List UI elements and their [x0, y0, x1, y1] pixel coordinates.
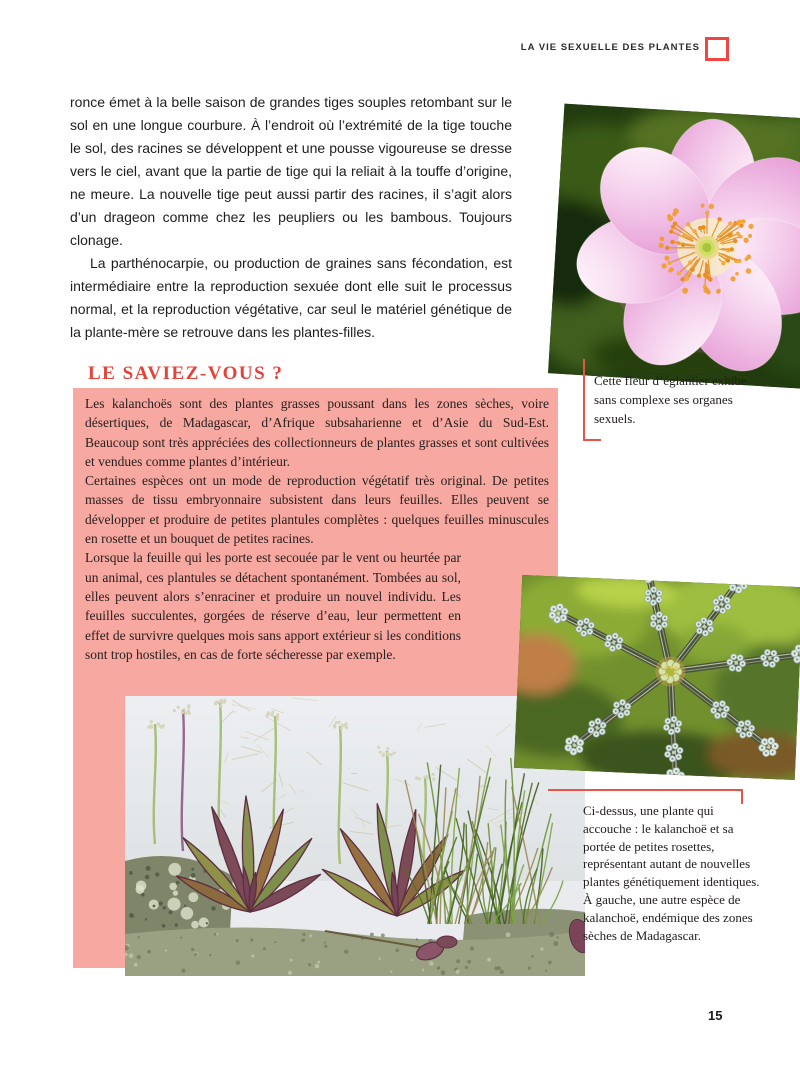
- kalanchoe-plantlets-photo: [514, 575, 800, 780]
- wild-rose-photo: [548, 104, 800, 391]
- did-you-know-paragraph-1: Les kalanchoës sont des plantes grasses poussant dans les zones sèches, voire désertiques, de Madagascar, d’Afrique subsaharienne et d’Asie du Sud-Est. Beaucoup sont très appréciées des collectionneurs de plantes grasses et sont cultivées et vendues comme plantes d’intérieur.: [85, 396, 549, 469]
- red-square-marker-icon: [705, 37, 729, 61]
- running-header: LA VIE SEXUELLE DES PLANTES: [520, 42, 700, 53]
- did-you-know-heading: LE SAVIEZ-VOUS ?: [88, 363, 284, 384]
- article-paragraph-2: La parthénocarpie, ou production de graines sans fécondation, est intermédiaire entre la reproduction sexuée dont elle suit le processus normal, et la reproduction végétative, car seul le matériel génétique de la plante-mère se retrouve dans les plantes-filles.: [70, 255, 512, 340]
- kalanchoe-caption: Ci-dessus, une plante qui accouche : le kalanchoë et sa portée de petites rosettes, représentant autant de nouvelles plantes génétiquement identiques. À gauche, une autre espèce de kalanchoë, endémique des zones sèches de Madagascar.: [583, 803, 760, 943]
- article-paragraph-1: ronce émet à la belle saison de grandes tiges souples retombant sur le sol en une longue courbure. À l’endroit où l’extrémité de la tige touche le sol, des racines se développent et une pousse vigoureuse se dresse vers le ciel, avant que la partie de tige qui la reliait à la touffe d’origine, ne meure. La nouvelle tige peut aussi partir des racines, il s’agit alors d’un drageon comme chez les peupliers ou les bambous. Toujours clonage.: [70, 94, 512, 248]
- did-you-know-paragraph-2: Certaines espèces ont un mode de reproduction végétatif très original. De petites masses de tissu embryonnaire subsistent dans leurs feuilles. Elles peuvent se développer et produire de petites plantules complètes : quelques feuilles minuscules en rosette et un bouquet de petites racines.: [85, 473, 549, 547]
- kalanchoe-plantlets-photo-svg: [514, 575, 800, 780]
- did-you-know-paragraph-3: Lorsque la feuille qui les porte est secouée par le vent ou heurtée par un animal, ces plantules se détachent spontanément. Tombées au sol, elles peuvent alors s’enraciner et produire un nouvel individu. Les feuilles succulentes, gorgées de réserve d’eau, leur permettent en effet de survivre quelques mois sans apport extérieur si les conditions sont trop hostiles, en cas de forte sécheresse par exemple.: [85, 550, 461, 662]
- rose-caption: Cette fleur d’églantier exhibe sans complexe ses organes sexuels.: [594, 373, 747, 426]
- article-text: [70, 91, 512, 344]
- page-number: 15: [708, 1008, 723, 1023]
- wild-rose-photo-svg: [548, 104, 800, 391]
